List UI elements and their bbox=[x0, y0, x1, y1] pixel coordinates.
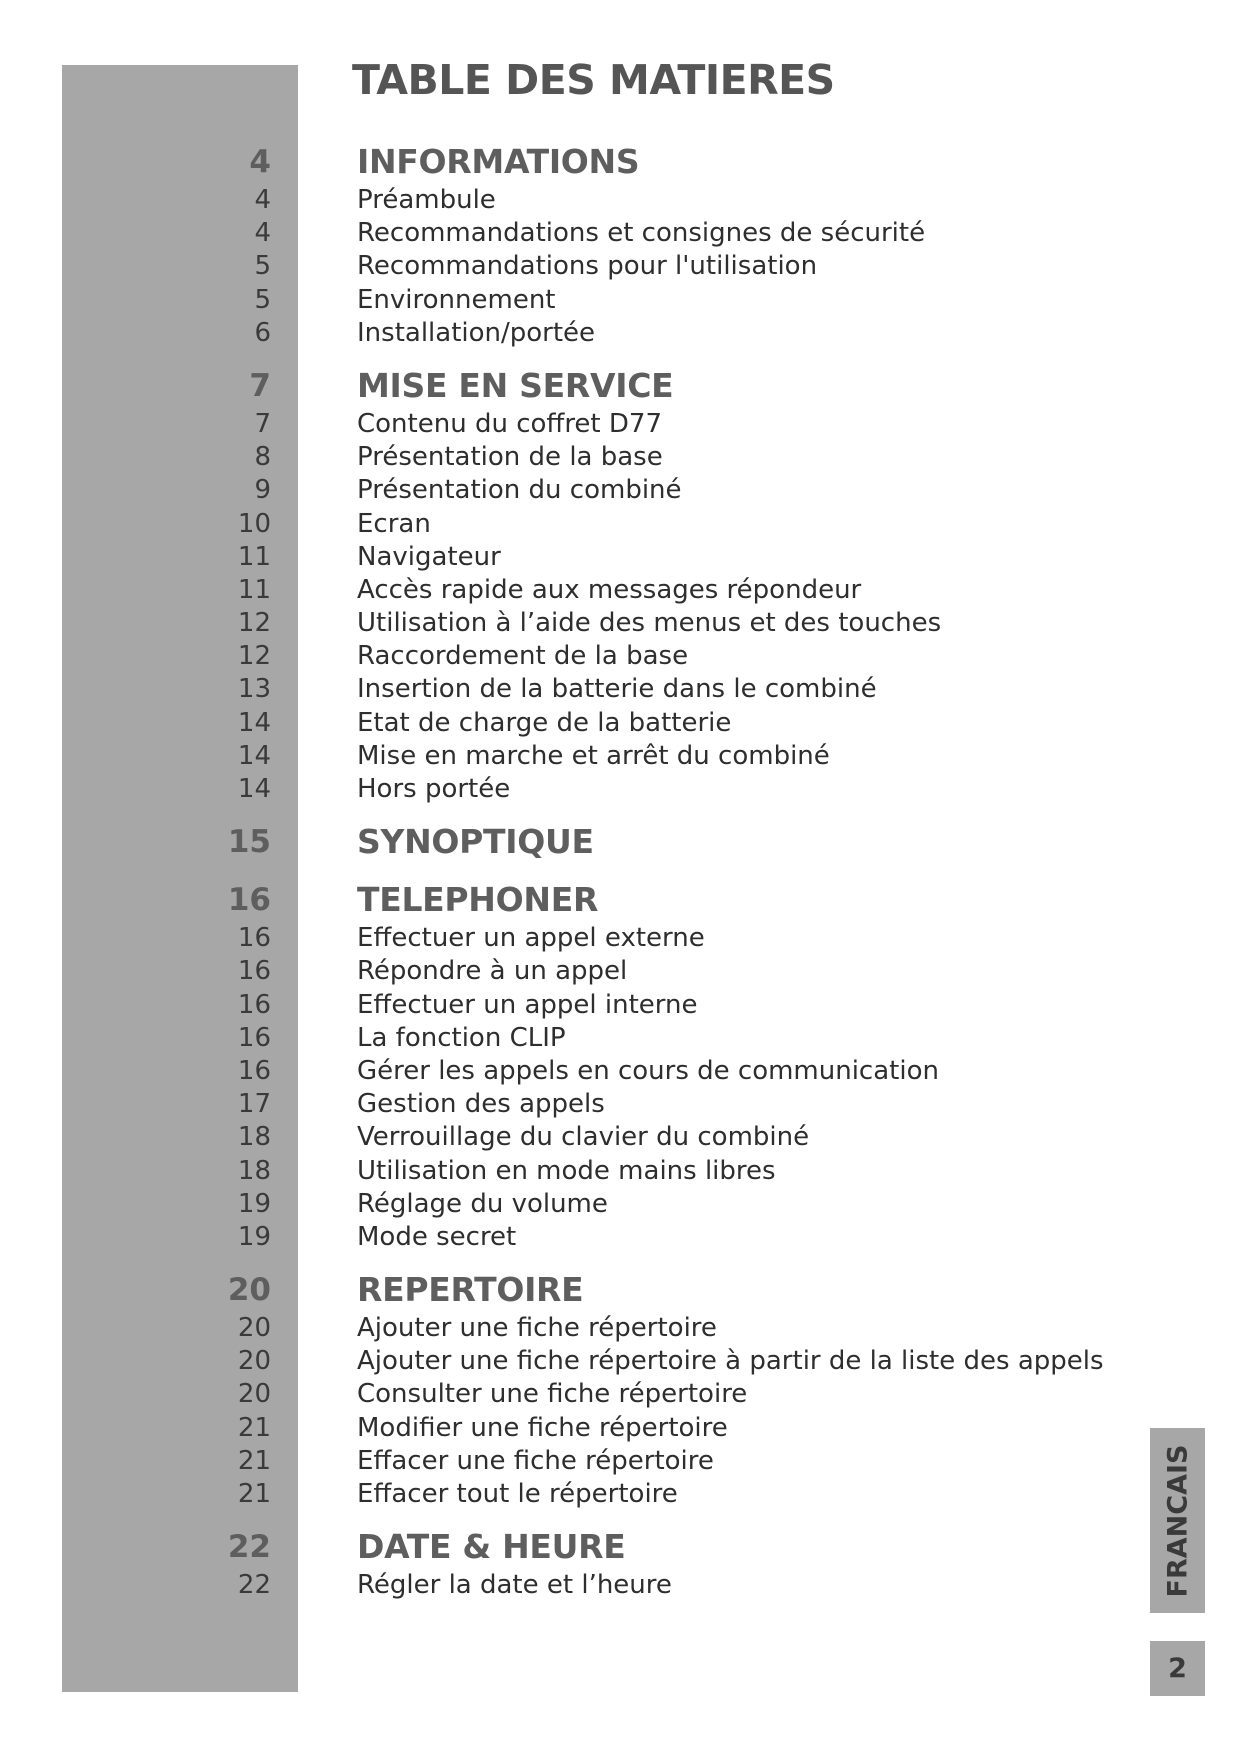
entry-page-number: 14 bbox=[237, 707, 271, 738]
entry-page-number: 21 bbox=[237, 1412, 271, 1443]
toc-section-heading bbox=[0, 140, 1241, 184]
toc-entry bbox=[0, 1378, 1241, 1411]
entry-page-number: 19 bbox=[237, 1221, 271, 1252]
entry-page-number: 8 bbox=[254, 442, 271, 473]
entry-page-number: 22 bbox=[237, 1570, 271, 1601]
toc-section-heading bbox=[0, 820, 1241, 864]
language-label: FRANCAIS bbox=[1162, 1444, 1193, 1597]
entry-title: Ajouter une fiche répertoire bbox=[357, 1313, 717, 1344]
entry-title: Réglage du volume bbox=[357, 1188, 608, 1219]
section-title: REPERTOIRE bbox=[357, 1270, 584, 1310]
entry-title: Effectuer un appel externe bbox=[357, 923, 705, 954]
entry-title: Ajouter une fiche répertoire à partir de la liste des appels bbox=[357, 1346, 1104, 1377]
toc-entry bbox=[0, 707, 1241, 740]
entry-title: Contenu du coffret D77 bbox=[357, 408, 662, 439]
entry-title: Accès rapide aux messages répondeur bbox=[357, 574, 862, 605]
toc-entry bbox=[0, 640, 1241, 673]
entry-page-number: 10 bbox=[237, 508, 271, 539]
section-title: SYNOPTIQUE bbox=[357, 822, 594, 862]
section-title: MISE EN SERVICE bbox=[357, 365, 674, 405]
entry-page-number: 21 bbox=[237, 1479, 271, 1509]
entry-title: Insertion de la batterie dans le combiné bbox=[357, 674, 877, 705]
entry-page-number: 16 bbox=[237, 1022, 271, 1053]
entry-page-number: 16 bbox=[237, 956, 271, 987]
entry-page-number: 5 bbox=[254, 251, 271, 282]
toc-entry bbox=[0, 541, 1241, 574]
toc-entry bbox=[0, 1412, 1241, 1445]
toc-entry bbox=[0, 1345, 1241, 1378]
entry-title: Raccordement de la base bbox=[357, 641, 689, 672]
entry-title: Hors portée bbox=[357, 774, 511, 804]
entry-page-number: 12 bbox=[237, 641, 271, 672]
toc-entry bbox=[0, 217, 1241, 250]
entry-page-number: 9 bbox=[254, 475, 271, 506]
toc-section bbox=[0, 878, 1241, 1254]
entry-title: La fonction CLIP bbox=[357, 1022, 566, 1053]
entry-page-number: 11 bbox=[237, 574, 271, 605]
toc-section-heading bbox=[0, 878, 1241, 922]
toc-entry bbox=[0, 607, 1241, 640]
toc-entry bbox=[0, 1155, 1241, 1188]
entry-title: Utilisation en mode mains libres bbox=[357, 1155, 776, 1186]
toc-entry bbox=[0, 673, 1241, 706]
section-page-number: 15 bbox=[227, 824, 271, 861]
entry-page-number: 16 bbox=[237, 923, 271, 954]
entry-page-number: 20 bbox=[237, 1379, 271, 1410]
entry-title: Consulter une fiche répertoire bbox=[357, 1379, 748, 1410]
entry-title: Préambule bbox=[357, 185, 496, 215]
page-number: 2 bbox=[1168, 1653, 1187, 1684]
entry-title: Recommandations et consignes de sécurité bbox=[357, 218, 926, 249]
entry-page-number: 14 bbox=[237, 774, 271, 804]
toc-section-heading bbox=[0, 364, 1241, 408]
toc-entry bbox=[0, 922, 1241, 955]
entry-title: Gérer les appels en cours de communication bbox=[357, 1055, 939, 1086]
toc-section-heading bbox=[0, 1525, 1241, 1569]
entry-title: Installation/portée bbox=[357, 317, 596, 348]
entry-title: Répondre à un appel bbox=[357, 956, 628, 987]
toc-entry bbox=[0, 740, 1241, 773]
entry-title: Gestion des appels bbox=[357, 1089, 605, 1120]
toc-entry bbox=[0, 773, 1241, 806]
entry-title: Etat de charge de la batterie bbox=[357, 707, 732, 738]
entry-title: Mode secret bbox=[357, 1221, 517, 1252]
entry-page-number: 6 bbox=[254, 317, 271, 348]
entry-title: Effacer tout le répertoire bbox=[357, 1479, 678, 1509]
toc-entry bbox=[0, 1022, 1241, 1055]
entry-title: Recommandations pour l'utilisation bbox=[357, 251, 818, 282]
entry-title: Navigateur bbox=[357, 541, 501, 572]
entry-title: Verrouillage du clavier du combiné bbox=[357, 1122, 810, 1153]
section-title: DATE & HEURE bbox=[357, 1527, 626, 1567]
toc-section bbox=[0, 364, 1241, 806]
toc-entry bbox=[0, 1221, 1241, 1254]
section-page-number: 4 bbox=[249, 144, 271, 180]
entry-page-number: 13 bbox=[237, 674, 271, 705]
entry-page-number: 7 bbox=[254, 408, 271, 439]
toc-entry bbox=[0, 989, 1241, 1022]
section-page-number: 7 bbox=[249, 367, 271, 404]
toc-entry bbox=[0, 1312, 1241, 1345]
entry-title: Modifier une fiche répertoire bbox=[357, 1412, 728, 1443]
section-page-number: 20 bbox=[227, 1272, 271, 1309]
section-title: TELEPHONER bbox=[357, 880, 599, 920]
toc-entry bbox=[0, 284, 1241, 317]
toc-section bbox=[0, 820, 1241, 864]
toc-section bbox=[0, 140, 1241, 350]
entry-page-number: 18 bbox=[237, 1122, 271, 1153]
entry-page-number: 18 bbox=[237, 1155, 271, 1186]
entry-page-number: 20 bbox=[237, 1346, 271, 1377]
toc-entry bbox=[0, 184, 1241, 217]
entry-title: Régler la date et l’heure bbox=[357, 1570, 672, 1601]
entry-page-number: 20 bbox=[237, 1313, 271, 1344]
entry-page-number: 21 bbox=[237, 1445, 271, 1476]
section-page-number: 22 bbox=[227, 1529, 271, 1566]
entry-page-number: 17 bbox=[237, 1089, 271, 1120]
page-title: TABLE DES MATIERES bbox=[352, 56, 835, 104]
toc-entry bbox=[0, 1478, 1241, 1511]
toc-section bbox=[0, 1525, 1241, 1602]
entry-title: Présentation du combiné bbox=[357, 475, 682, 506]
entry-page-number: 16 bbox=[237, 1055, 271, 1086]
entry-page-number: 4 bbox=[254, 185, 271, 215]
entry-page-number: 12 bbox=[237, 608, 271, 639]
entry-page-number: 4 bbox=[254, 218, 271, 249]
toc-entry bbox=[0, 1445, 1241, 1478]
entry-title: Mise en marche et arrêt du combiné bbox=[357, 740, 830, 771]
entry-page-number: 19 bbox=[237, 1188, 271, 1219]
entry-title: Environnement bbox=[357, 284, 556, 315]
toc-entry bbox=[0, 1121, 1241, 1154]
toc-entry bbox=[0, 508, 1241, 541]
toc-section bbox=[0, 1268, 1241, 1511]
entry-page-number: 11 bbox=[237, 541, 271, 572]
toc-entry bbox=[0, 955, 1241, 988]
toc-entry bbox=[0, 317, 1241, 350]
toc-entry bbox=[0, 1055, 1241, 1088]
entry-title: Effacer une fiche répertoire bbox=[357, 1445, 714, 1476]
entry-page-number: 5 bbox=[254, 284, 271, 315]
section-page-number: 16 bbox=[227, 882, 271, 919]
entry-title: Effectuer un appel interne bbox=[357, 989, 698, 1020]
toc-entry bbox=[0, 408, 1241, 441]
table-of-contents bbox=[0, 140, 1241, 1602]
toc-entry bbox=[0, 441, 1241, 474]
page-number-box bbox=[1150, 1641, 1205, 1696]
language-tab bbox=[1150, 1428, 1205, 1613]
toc-entry bbox=[0, 574, 1241, 607]
entry-title: Présentation de la base bbox=[357, 442, 663, 473]
section-title: INFORMATIONS bbox=[357, 142, 640, 181]
toc-entry bbox=[0, 1569, 1241, 1602]
toc-section-heading bbox=[0, 1268, 1241, 1312]
toc-entry bbox=[0, 1188, 1241, 1221]
entry-page-number: 16 bbox=[237, 989, 271, 1020]
entry-title: Ecran bbox=[357, 508, 431, 539]
toc-entry bbox=[0, 474, 1241, 507]
entry-page-number: 14 bbox=[237, 740, 271, 771]
entry-title: Utilisation à l’aide des menus et des touches bbox=[357, 608, 942, 639]
toc-entry bbox=[0, 250, 1241, 283]
toc-entry bbox=[0, 1088, 1241, 1121]
